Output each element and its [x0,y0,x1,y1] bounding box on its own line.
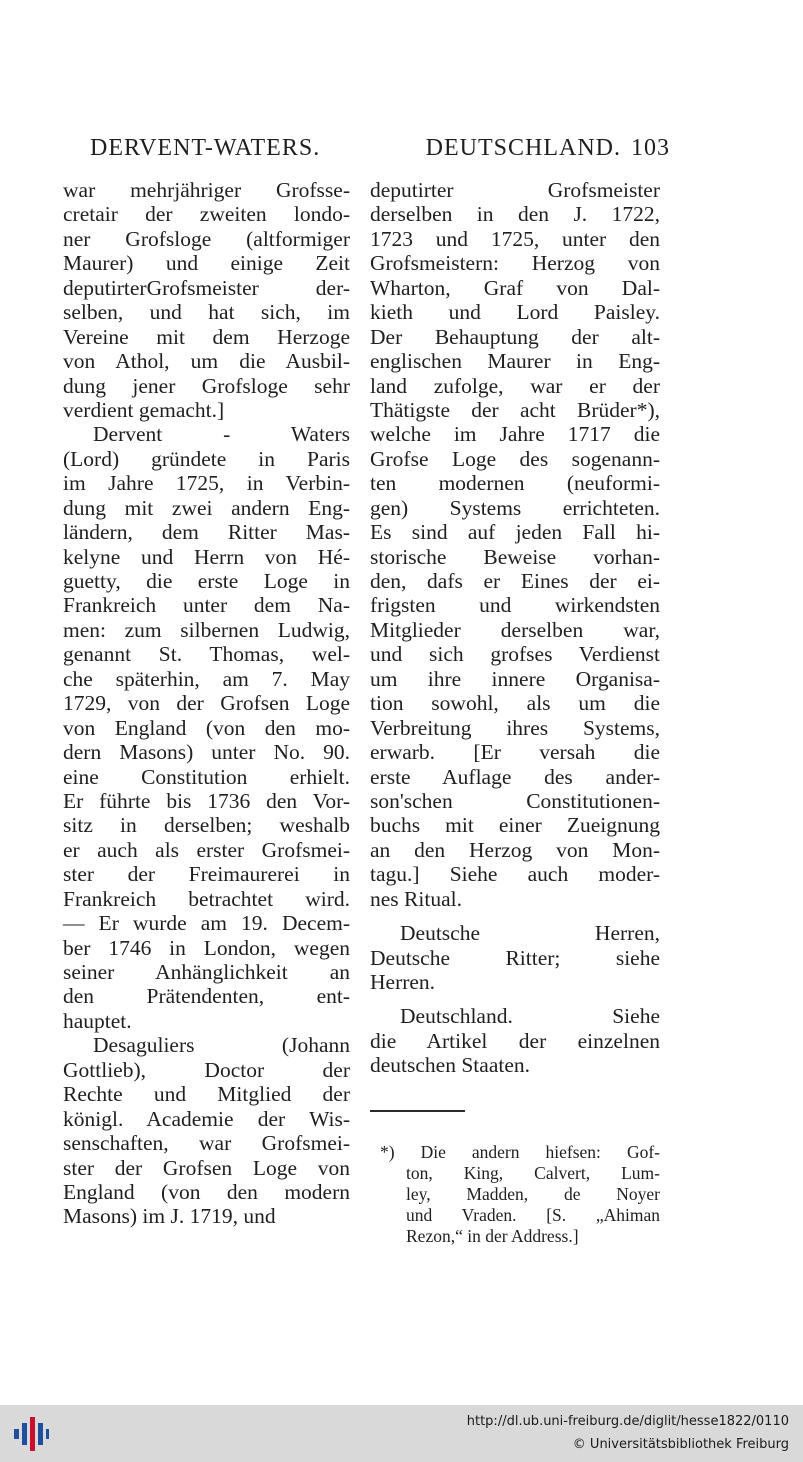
right-column-line: erwarb. [Er versah die [370,740,660,765]
left-column-line: ber 1746 in London, wegen [63,935,350,960]
left-column-line: Dervent - Waters [93,422,350,447]
left-column-line: den Prätendenten, ent- [63,984,350,1009]
right-column-line: Es sind auf jeden Fall hi- [370,520,660,545]
right-column-line: um ihre innere Organisa- [370,666,660,691]
right-column-line: Mitglieder derselben war, [370,617,660,642]
left-column-line: Frankreich unter dem Na- [63,593,350,618]
left-column-line: Maurer) und einige Zeit [63,251,350,276]
footnote-line: ton, King, Calvert, Lum- [406,1162,660,1183]
left-column-line: Gottlieb), Doctor der [63,1057,350,1082]
left-column-line: che späterhin, am 7. May [63,666,350,691]
left-column-line: deputirterGrofsmeister der- [63,275,350,300]
left-column-line: im Jahre 1725, in Verbin- [63,471,350,496]
footnote [370,1142,660,1247]
right-column-line: derselben in den J. 1722, [370,202,660,227]
right-column-line: buchs mit einer Zueignung [370,813,660,838]
left-column-line: men: zum silbernen Ludwig, [63,617,350,642]
right-column-line: den, dafs er Eines der ei- [370,569,660,593]
right-column-line: Wharton, Graf von Dal- [370,275,660,300]
right-column-line: deputirter Grofsmeister [370,178,660,202]
right-column-line: an den Herzog von Mon- [370,837,660,862]
right-column-line: erste Auflage des ander- [370,764,660,789]
right-column-line: Grofse Loge des sogenann- [370,446,660,471]
right-column-line: Deutsche Ritter; siehe [370,945,660,970]
left-column-line: Rechte und Mitglied der [63,1082,350,1107]
left-column-line: Masons) im J. 1719, und [63,1204,276,1229]
footnote-line: Rezon,“ in der Address.] [406,1225,579,1246]
footnote-line: und Vraden. [S. „Ahiman [406,1204,660,1225]
left-column-line: seiner Anhänglichkeit an [63,960,350,984]
right-column-line: kieth und Lord Paisley. [370,300,660,325]
right-column-line: tion sowohl, als um die [370,691,660,716]
right-column-line: frigsten und wirkendsten [370,593,660,618]
left-column-line: Desaguliers (Johann [93,1033,350,1058]
footnote-line: ley, Madden, de Noyer [406,1183,660,1204]
right-column-line: welche im Jahre 1717 die [370,422,660,447]
ub-freiburg-logo-icon[interactable] [12,1415,50,1453]
right-column-line: Deutschland. Siehe [400,1004,660,1029]
running-head-left: DERVENT-WATERS. [90,135,321,161]
right-column-line: ten modernen (neuformi- [370,471,660,496]
right-column-line: gen) Systems errichteten. [370,495,660,520]
left-column-line: ster der Freimaurerei in [63,862,350,887]
running-head-right-title: DEUTSCHLAND. [425,135,621,161]
left-column-line: er auch als erster Grofsmei- [63,837,350,862]
left-column-line: von Athol, um die Ausbil- [63,349,350,374]
left-column-line: England (von den modern [63,1179,350,1204]
left-column-line: dern Masons) unter No. 90. [63,740,350,765]
right-column-line: son'schen Constitutionen- [370,788,660,813]
right-column-line: und sich grofses Verdienst [370,642,660,667]
left-column-line: Er führte bis 1736 den Vor- [63,788,350,813]
page-url[interactable]: http://dl.ub.uni-freiburg.de/diglit/hesse1822/0110 [466,1414,789,1429]
page-number: 103 [631,135,670,161]
right-column-line: deutschen Staaten. [370,1053,531,1078]
left-column-line: von England (von den mo- [63,715,350,740]
viewer-footer [0,1405,803,1462]
right-body-text [370,178,660,1078]
right-column-line: tagu.] Siehe auch moder- [370,862,660,887]
left-text-column [63,178,350,1229]
right-text-column [370,178,660,1247]
left-column-line: ster der Grofsen Loge von [63,1155,350,1180]
running-head-right [426,135,670,162]
left-column-line: 1729, von der Grofsen Loge [63,691,350,716]
right-column-line: Deutsche Herren, [400,921,660,946]
left-column-line: (Lord) gründete in Paris [63,446,350,471]
right-column-line: land zufolge, war er der [370,373,660,398]
left-column-line: königl. Academie der Wis- [63,1106,350,1131]
left-column-line: ner Grofsloge (altformiger [63,226,350,251]
right-column-line: Der Behauptung der alt- [370,324,660,349]
left-column-line: ländern, dem Ritter Mas- [63,520,350,545]
running-head [90,135,670,169]
left-column-line: verdient gemacht.] [63,397,225,422]
right-column-line: 1723 und 1725, unter den [370,226,660,251]
left-column-line: senschaften, war Grofsmei- [63,1131,350,1156]
left-column-line: Vereine mit dem Herzoge [63,324,350,349]
right-column-line: storische Beweise vorhan- [370,544,660,569]
right-column-line: englischen Maurer in Eng- [370,349,660,374]
left-column-line: dung mit zwei andern Eng- [63,495,350,520]
footnote-rule [370,1110,465,1112]
right-column-line: Herren. [370,970,436,994]
left-column-line: sitz in derselben; weshalb [63,813,350,838]
right-column-line: nes Ritual. [370,886,462,911]
left-column-line: genannt St. Thomas, wel- [63,642,350,667]
left-column-line: Frankreich betrachtet wird. [63,886,350,911]
left-column-line: guetty, die erste Loge in [63,569,350,593]
left-column-line: selben, und hat sich, im [63,300,350,325]
copyright: © Universitätsbibliothek Freiburg [572,1437,789,1452]
footnote-line: *) Die andern hiefsen: Gof- [380,1141,660,1162]
right-column-line: Grofsmeistern: Herzog von [370,251,660,276]
right-column-line: Verbreitung ihres Systems, [370,715,660,740]
left-column-line: hauptet. [63,1008,132,1033]
left-column-line: war mehrjähriger Grofsse- [63,178,350,202]
right-column-line: Thätigste der acht Brüder*), [370,397,660,422]
left-column-line: dung jener Grofsloge sehr [63,373,350,398]
left-column-line: eine Constitution erhielt. [63,764,350,789]
left-column-line: — Er wurde am 19. Decem- [63,911,350,936]
right-column-line: die Artikel der einzelnen [370,1028,660,1053]
left-column-line: cretair der zweiten londo- [63,202,350,227]
left-column-line: kelyne und Herrn von Hé- [63,544,350,569]
